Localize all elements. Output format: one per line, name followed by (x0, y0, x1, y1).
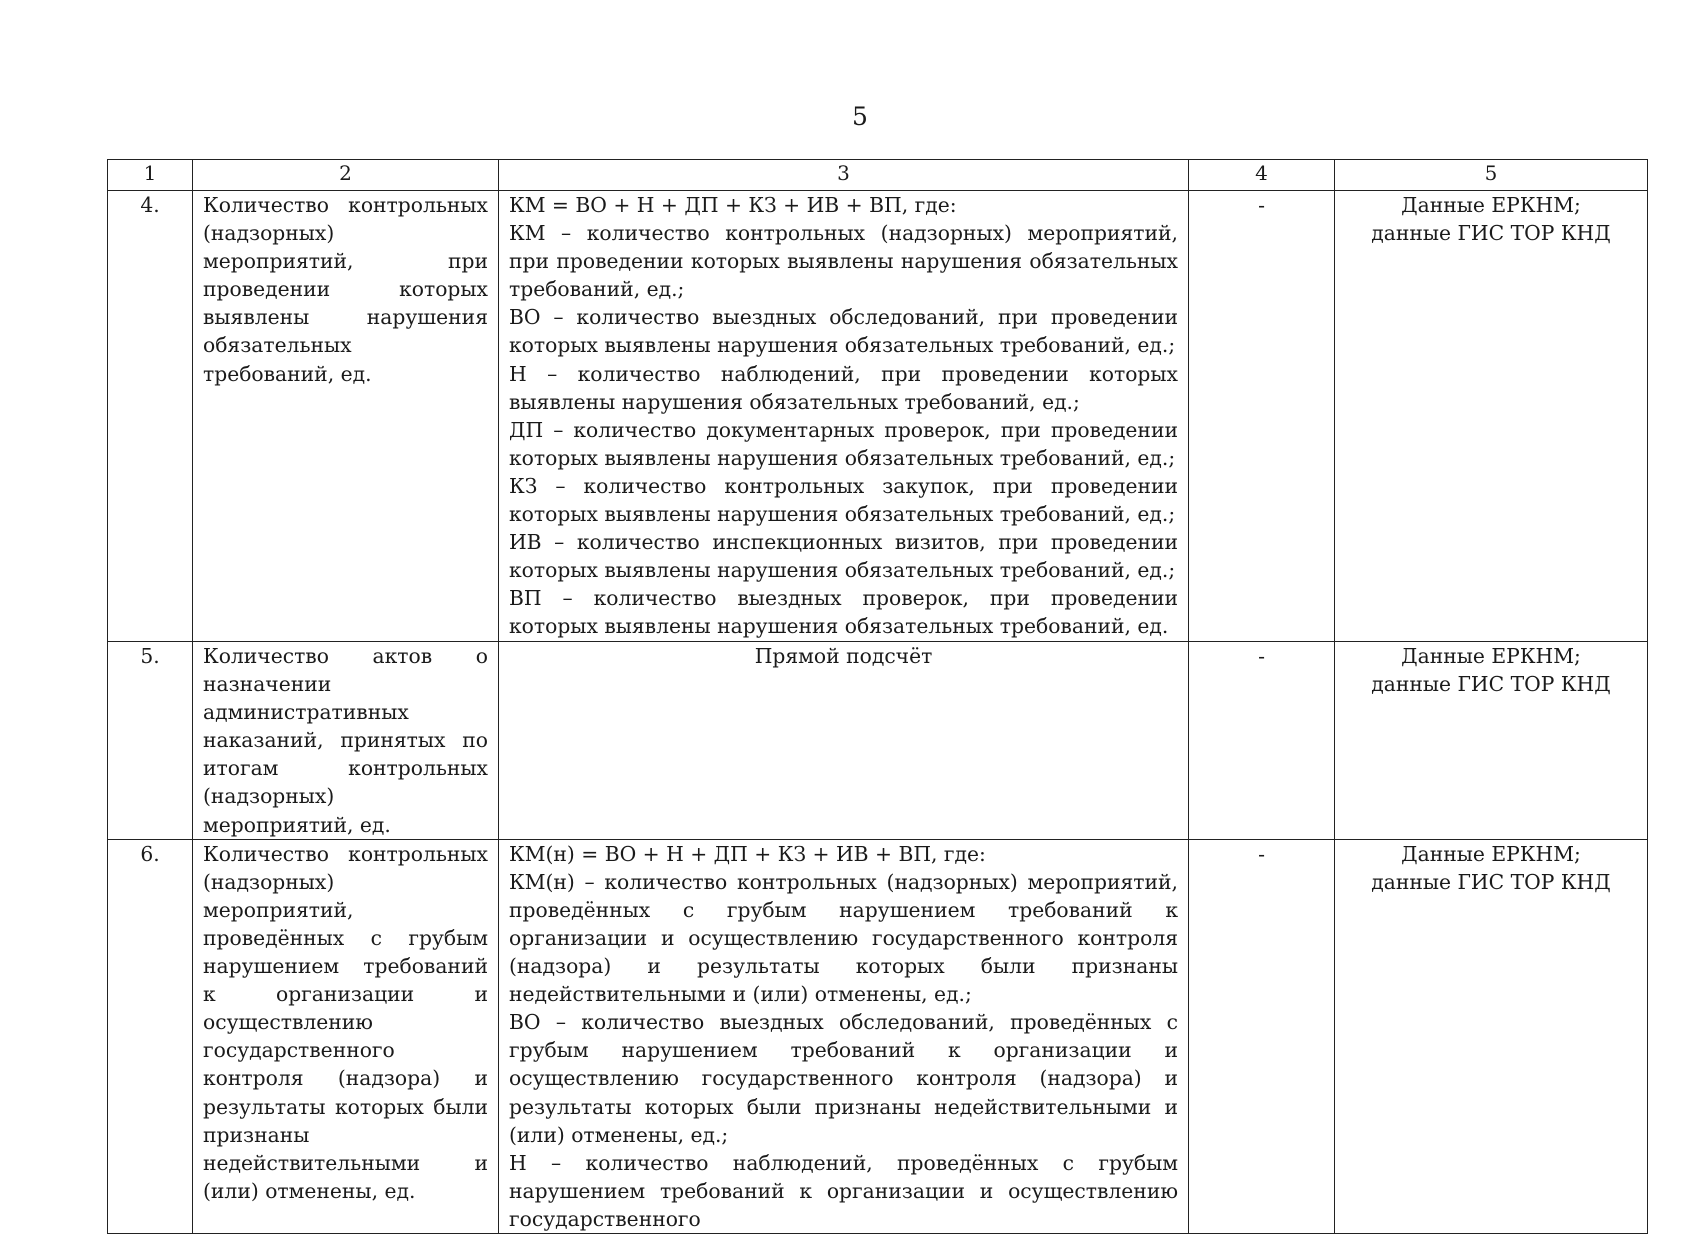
indicators-table (107, 159, 1648, 1234)
data-source (1335, 839, 1648, 1233)
column-header-5: 5 (1335, 160, 1648, 191)
indicator-formula (499, 191, 1189, 642)
column-header-2: 2 (193, 160, 499, 191)
formula-line: ВП – количество выездных проверок, при проведении которых выявлены нарушения обязательных требований, ед. (509, 586, 1178, 639)
row-number: 5. (108, 642, 193, 840)
data-source (1335, 642, 1648, 840)
column-header-4: 4 (1189, 160, 1335, 191)
formula-line: ВО – количество выездных обследований, проведённых с грубым нарушением требований к организации и осуществлению государственного контроля (надзора) и результаты которых были признаны недействительными и (или) отменены, ед.; (509, 1010, 1178, 1147)
indicator-formula (499, 642, 1189, 840)
formula-line: КМ – количество контрольных (надзорных) мероприятий, при проведении которых выявлены нарушения обязательных требований, ед.; (509, 221, 1178, 302)
source-line: Данные ЕРКНМ; (1401, 193, 1581, 217)
row-number: 6. (108, 839, 193, 1233)
formula-line: КМ = ВО + Н + ДП + КЗ + ИВ + ВП, где: (509, 193, 957, 217)
table-row (108, 839, 1648, 1233)
formula-line: ВО – количество выездных обследований, при проведении которых выявлены нарушения обязательных требований, ед.; (509, 305, 1178, 358)
source-line: данные ГИС ТОР КНД (1371, 869, 1611, 894)
column-header-3: 3 (499, 160, 1189, 191)
formula-line: КЗ – количество контрольных закупок, при проведении которых выявлены нарушения обязательных требований, ед.; (509, 473, 1178, 527)
indicator-name: Количество актов о назначении административных наказаний, принятых по итогам контрольных (надзорных) мероприятий, ед. (193, 642, 499, 840)
indicator-name: Количество контрольных (надзорных) мероприятий, проведённых с грубым нарушением требований к организации и осуществлению государственного контроля (надзора) и результаты которых были признаны недействительными и (или) отменены, ед. (193, 839, 499, 1233)
unit-of-measure: - (1189, 642, 1335, 840)
table-row (108, 642, 1648, 840)
formula-line: КМ(н) = ВО + Н + ДП + КЗ + ИВ + ВП, где: (509, 841, 986, 866)
indicator-formula (499, 839, 1189, 1233)
source-line: Данные ЕРКНМ; (1401, 841, 1581, 866)
source-line: данные ГИС ТОР КНД (1371, 672, 1611, 697)
page-number: 5 (852, 102, 868, 131)
unit-of-measure: - (1189, 191, 1335, 642)
unit-of-measure: - (1189, 839, 1335, 1233)
column-header-1: 1 (108, 160, 193, 191)
source-line: данные ГИС ТОР КНД (1371, 221, 1611, 246)
row-number: 4. (108, 191, 193, 642)
indicator-name: Количество контрольных (надзорных) мероприятий, при проведении которых выявлены нарушения обязательных требований, ед. (193, 191, 499, 642)
table-row (108, 191, 1648, 642)
formula-line: ИВ – количество инспекционных визитов, при проведении которых выявлены нарушения обязательных требований, ед.; (509, 530, 1178, 583)
source-line: Данные ЕРКНМ; (1401, 644, 1581, 668)
formula-line: КМ(н) – количество контрольных (надзорных) мероприятий, проведённых с грубым нарушением требований к организации и осуществлению государственного контроля (надзора) и результаты которых были признаны недействительными и (или) отменены, ед.; (509, 869, 1178, 1007)
formula-line: Н – количество наблюдений, проведённых с грубым нарушением требований к организации и осуществлению государственного (509, 1150, 1178, 1231)
formula-line: ДП – количество документарных проверок, при проведении которых выявлены нарушения обязательных требований, ед.; (509, 417, 1178, 470)
formula-line: Прямой подсчёт (754, 644, 933, 668)
formula-line: Н – количество наблюдений, при проведении которых выявлены нарушения обязательных требований, ед.; (509, 361, 1178, 414)
data-source (1335, 191, 1648, 642)
table-header-row (108, 160, 1648, 191)
